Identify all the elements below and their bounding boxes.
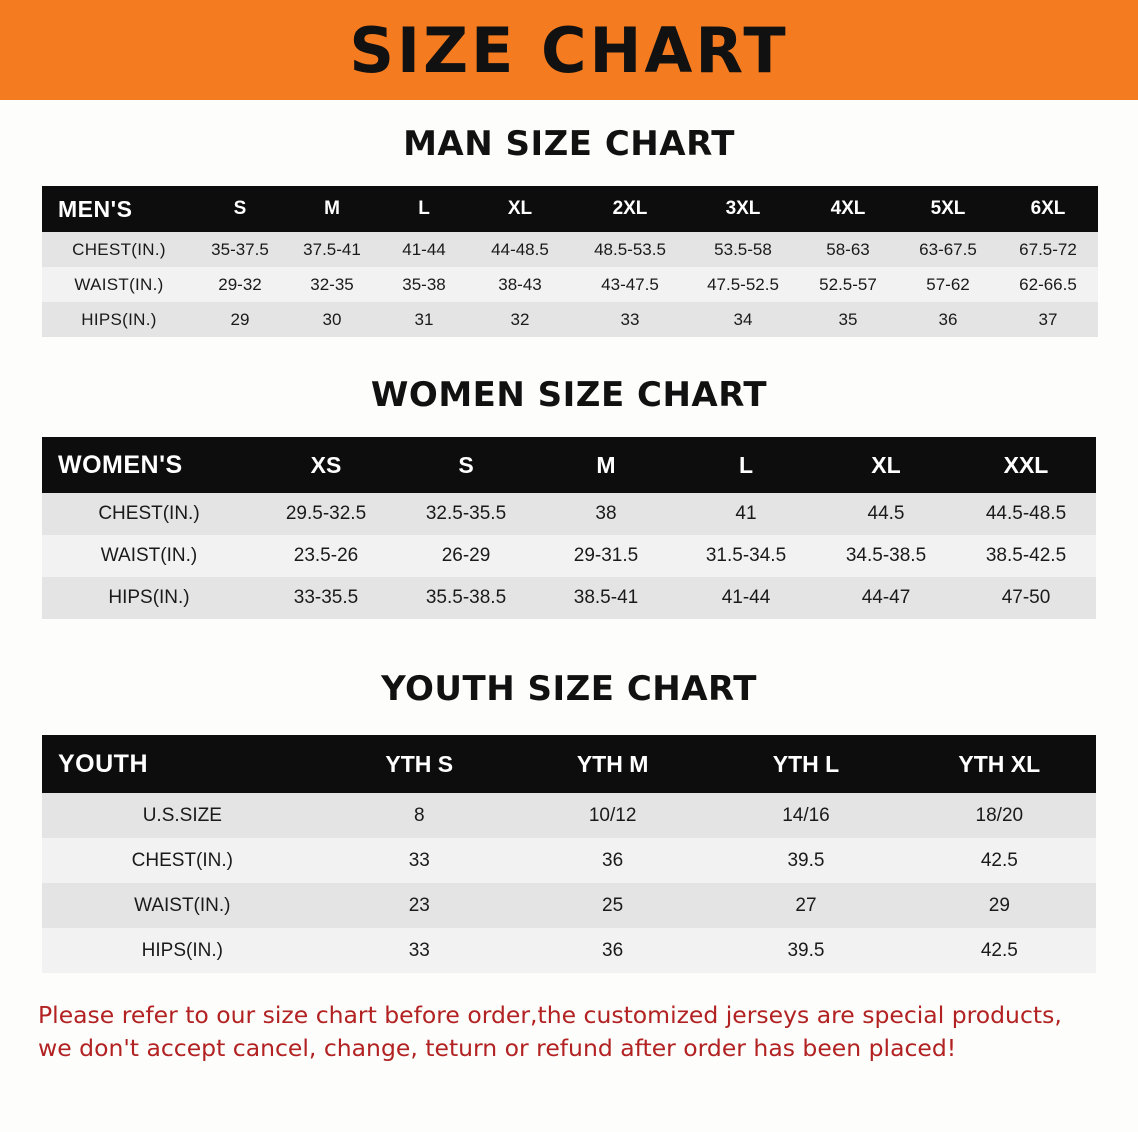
women-header-cell-1: XS: [310, 451, 342, 478]
man-cell-1-1: 32-35: [310, 274, 354, 294]
man-cell-1-2: 35-38: [402, 274, 446, 294]
man-cell-2-8: 37: [1038, 309, 1058, 329]
youth-row-2-label: WAIST(IN.): [134, 894, 231, 916]
man-cell-2-4: 33: [620, 309, 640, 329]
youth-row-3-label: HIPS(IN.): [141, 939, 223, 961]
women-cell-0-2: 38: [595, 503, 617, 524]
man-header-cell-5: 2XL: [612, 198, 648, 219]
man-row-2-label: HIPS(IN.): [81, 309, 157, 329]
man-header-cell-4: XL: [507, 198, 533, 219]
man-cell-2-3: 32: [510, 309, 530, 329]
women-cell-2-4: 44-47: [861, 587, 911, 608]
table-row: [42, 232, 1098, 267]
man-cell-0-2: 41-44: [402, 239, 446, 259]
women-cell-2-2: 38.5-41: [573, 587, 639, 608]
women-row-1-label: WAIST(IN.): [100, 545, 198, 566]
youth-cell-3-2: 39.5: [787, 939, 825, 961]
man-cell-2-0: 29: [230, 309, 250, 329]
man-cell-2-2: 31: [414, 309, 434, 329]
man-row-0-label: CHEST(IN.): [72, 239, 166, 259]
man-cell-0-4: 48.5-53.5: [594, 239, 666, 259]
youth-cell-0-2: 14/16: [782, 804, 830, 826]
man-table-wrap: [42, 186, 1096, 337]
man-cell-1-8: 62-66.5: [1019, 274, 1077, 294]
youth-cell-0-1: 10/12: [588, 804, 637, 826]
man-header-cell-2: M: [324, 198, 340, 219]
table-row: [42, 302, 1098, 337]
table-row: [42, 577, 1096, 619]
women-header-cell-4: L: [738, 451, 754, 478]
disclaimer-line-2: we don't accept cancel, change, teturn or refund after order has been placed!: [38, 1034, 957, 1063]
women-table-wrap: [42, 437, 1096, 619]
man-cell-1-0: 29-32: [218, 274, 262, 294]
man-cell-0-8: 67.5-72: [1019, 239, 1077, 259]
youth-cell-1-0: 33: [408, 849, 430, 871]
man-cell-0-0: 35-37.5: [211, 239, 269, 259]
table-row: [42, 928, 1096, 973]
women-cell-0-3: 41: [735, 503, 757, 524]
women-cell-0-1: 32.5-35.5: [425, 503, 507, 524]
youth-section-title: YOUTH SIZE CHART: [381, 669, 757, 709]
youth-table-wrap: [42, 735, 1096, 973]
disclaimer-line-1: Please refer to our size chart before order,the customized jerseys are special products,: [38, 1001, 1062, 1029]
youth-cell-2-1: 25: [602, 894, 624, 916]
youth-cell-3-3: 42.5: [980, 939, 1018, 961]
table-row: [42, 267, 1098, 302]
women-cell-1-2: 29-31.5: [573, 545, 639, 566]
man-cell-1-7: 57-62: [926, 274, 970, 294]
youth-cell-1-2: 39.5: [787, 849, 825, 871]
youth-size-table: [42, 735, 1096, 973]
youth-header-cell-0: YOUTH: [58, 749, 148, 778]
women-cell-1-5: 38.5-42.5: [985, 545, 1067, 566]
man-cell-1-5: 47.5-52.5: [707, 274, 779, 294]
man-header-row: [42, 186, 1098, 232]
youth-header-cell-4: YTH XL: [958, 750, 1041, 777]
youth-row-1-label: CHEST(IN.): [131, 849, 233, 871]
youth-row-0-label: U.S.SIZE: [142, 804, 222, 826]
man-header-cell-1: S: [233, 198, 247, 219]
header-banner: [0, 0, 1138, 100]
man-size-table: [42, 186, 1098, 337]
page-title: SIZE CHART: [349, 14, 789, 87]
table-row: [42, 493, 1096, 535]
man-cell-2-6: 35: [838, 309, 858, 329]
women-cell-2-1: 35.5-38.5: [425, 587, 507, 608]
man-cell-1-3: 38-43: [498, 274, 542, 294]
youth-cell-0-3: 18/20: [975, 804, 1024, 826]
man-cell-1-6: 52.5-57: [819, 274, 877, 294]
youth-cell-2-2: 27: [795, 894, 817, 916]
youth-header-cell-1: YTH S: [385, 750, 454, 777]
table-row: [42, 535, 1096, 577]
youth-header-cell-2: YTH M: [576, 750, 649, 777]
women-header-cell-6: XXL: [1003, 451, 1049, 478]
man-cell-0-5: 53.5-58: [714, 239, 772, 259]
women-header-row: [42, 437, 1096, 493]
man-cell-1-4: 43-47.5: [601, 274, 659, 294]
youth-cell-3-1: 36: [602, 939, 624, 961]
man-cell-2-1: 30: [322, 309, 342, 329]
women-row-0-label: CHEST(IN.): [98, 503, 200, 524]
man-cell-0-6: 58-63: [826, 239, 870, 259]
women-section-title: WOMEN SIZE CHART: [370, 375, 768, 415]
women-cell-2-3: 41-44: [721, 587, 771, 608]
man-header-cell-9: 6XL: [1030, 198, 1066, 219]
women-row-2-label: HIPS(IN.): [108, 587, 190, 608]
man-row-1-label: WAIST(IN.): [74, 274, 164, 294]
women-cell-2-0: 33-35.5: [293, 587, 359, 608]
youth-cell-2-3: 29: [988, 894, 1010, 916]
women-cell-1-0: 23.5-26: [293, 545, 359, 566]
man-cell-2-5: 34: [733, 309, 753, 329]
man-header-cell-7: 4XL: [830, 198, 866, 219]
women-header-cell-3: M: [596, 451, 616, 478]
women-cell-1-4: 34.5-38.5: [845, 545, 927, 566]
man-cell-0-7: 63-67.5: [919, 239, 977, 259]
women-cell-1-1: 26-29: [441, 545, 491, 566]
youth-cell-0-0: 8: [413, 804, 425, 826]
disclaimer-note: [38, 999, 1100, 1066]
man-header-cell-8: 5XL: [930, 198, 966, 219]
women-cell-0-5: 44.5-48.5: [985, 503, 1067, 524]
youth-cell-1-3: 42.5: [980, 849, 1018, 871]
women-cell-0-0: 29.5-32.5: [285, 503, 367, 524]
man-section-title: MAN SIZE CHART: [403, 124, 735, 164]
youth-header-cell-3: YTH L: [772, 750, 840, 777]
youth-cell-1-1: 36: [602, 849, 624, 871]
man-cell-0-3: 44-48.5: [491, 239, 549, 259]
man-cell-0-1: 37.5-41: [303, 239, 361, 259]
women-cell-2-5: 47-50: [1001, 587, 1051, 608]
youth-cell-3-0: 33: [408, 939, 430, 961]
women-header-cell-2: S: [458, 451, 474, 478]
man-header-cell-0: MEN'S: [58, 195, 133, 222]
women-header-cell-5: XL: [871, 451, 901, 478]
youth-cell-2-0: 23: [408, 894, 430, 916]
man-header-cell-6: 3XL: [725, 198, 761, 219]
youth-header-row: [42, 735, 1096, 793]
table-row: [42, 793, 1096, 838]
women-size-table: [42, 437, 1096, 619]
women-header-cell-0: WOMEN'S: [58, 450, 183, 479]
women-cell-1-3: 31.5-34.5: [705, 545, 787, 566]
man-cell-2-7: 36: [938, 309, 958, 329]
table-row: [42, 838, 1096, 883]
table-row: [42, 883, 1096, 928]
man-header-cell-3: L: [418, 198, 430, 219]
women-cell-0-4: 44.5: [867, 503, 905, 524]
